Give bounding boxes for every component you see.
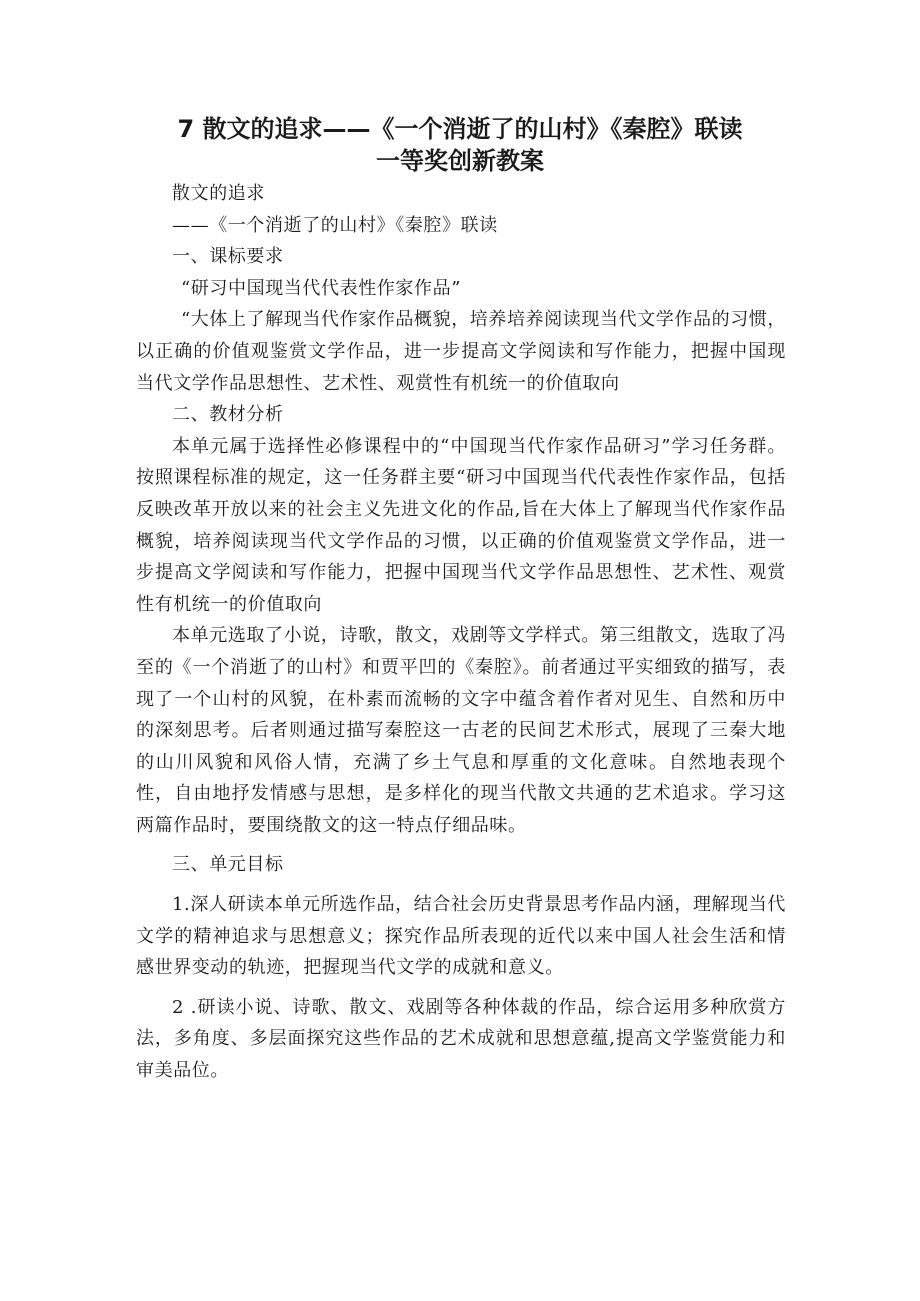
section-heading-textbook: 二、教材分析 (172, 404, 284, 426)
document-title-line-2: 一等奖创新教案 (376, 147, 544, 175)
section-heading-curriculum: 一、课标要求 (172, 246, 284, 268)
goal-item-1: 1.深人研读本单元所选作品，结合社会历史背景思考作品内涵，理解现当代文学的精神追求与思想意义；探究作品所表现的近代以来中国人社会生活和情感世界变动的轨迹，把握现当代文学的成就和意义。 (136, 894, 786, 979)
subtitle-works: ——《一个消逝了的山村》《秦腔》联读 (172, 214, 498, 236)
section-heading-goals: 三、单元目标 (172, 854, 284, 876)
document-body (136, 178, 786, 1087)
textbook-paragraph-2: 本单元选取了小说，诗歌，散文，戏剧等文学样式。第三组散文，选取了冯至的《一个消逝了的山村》和贾平凹的《秦腔》。前者通过平实细致的描写，表现了一个山村的风貌，在朴素而流畅的文字中蕴含着作者对见生、自然和历中的深刻思考。后者则通过描写秦腔这一古老的民间艺术形式，展现了三秦大地的山川风貌和风俗人情，充满了乡土气息和厚重的文化意味。自然地表现个性，自由地抒发情感与思想，是多样化的现当代散文共通的艺术追求。学习这两篇作品时，要围绕散文的这一特点仔细品味。 (136, 625, 786, 836)
curriculum-quote-2: “大体上了解现当代作家作品概貌，培养培养阅读现当代文学作品的习惯，以正确的价值观鉴赏文学作品，进一步提高文学阅读和写作能力，把握中国现当代文学作品思想性、艺术性、观赏性有机统一的价值取向 (136, 309, 786, 394)
goal-item-2: 2 .研读小说、诗歌、散文、戏剧等各种体裁的作品，综合运用多种欣赏方法，多角度、多层面探究这些作品的艺术成就和思想意蕴,提高文学鉴赏能力和审美品位。 (136, 996, 786, 1082)
document-title-line-1: 7 散文的追求——《一个消逝了的山村》《秦腔》联读 (177, 115, 743, 143)
textbook-paragraph-1: 本单元属于选择性必修课程中的“中国现当代作家作品研习”学习任务群。按照课程标准的规定，这一任务群主要“研习中国现当代代表性作家作品，包括反映改革开放以来的社会主义先进文化的作品,旨在大体上了解现当代作家作品概貌，培养阅读现当代文学作品的习惯，以正确的价值观鉴赏文学作品，进一步提高文学阅读和写作能力，把握中国现当代文学作品思想性、艺术性、观赏性有机统一的价值取向 (136, 435, 786, 615)
curriculum-quote-1: “研习中国现当代代表性作家作品” (181, 277, 462, 299)
subtitle-heading: 散文的追求 (172, 183, 265, 204)
